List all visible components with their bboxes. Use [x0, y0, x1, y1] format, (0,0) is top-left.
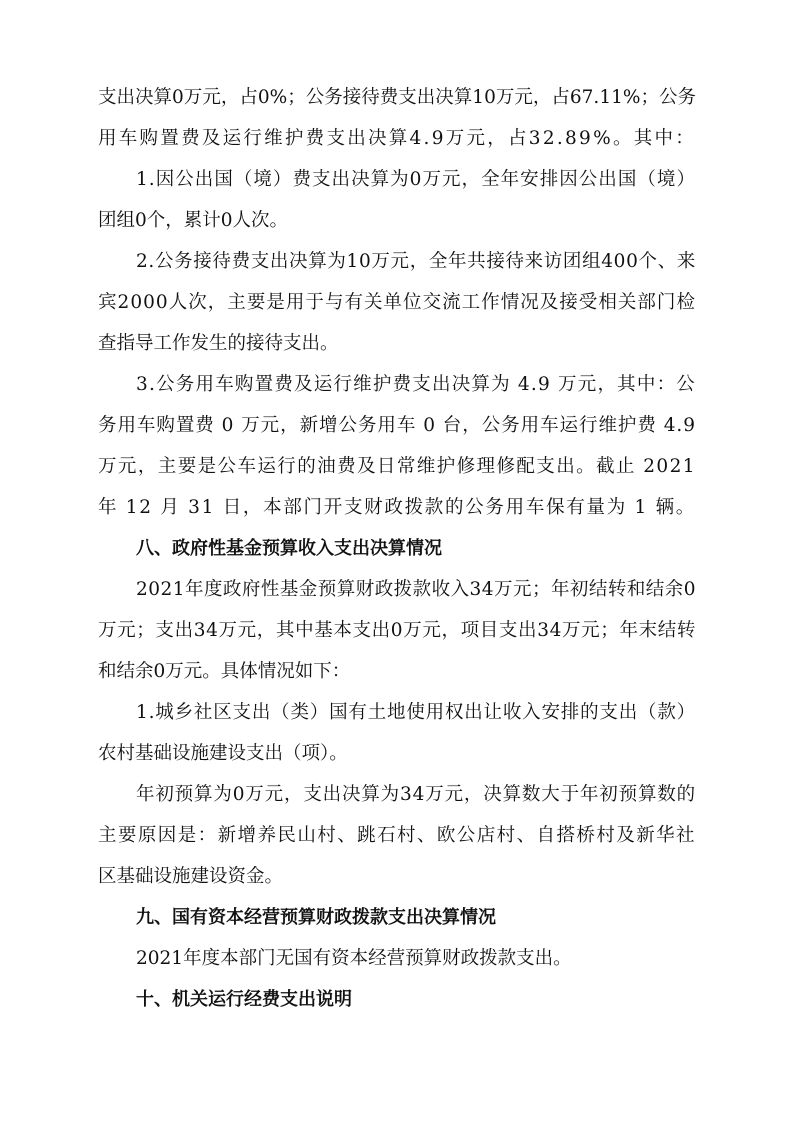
text-line — [0, 124, 794, 154]
line-text: 团组0个，累计0人次。 — [98, 210, 289, 231]
line-text: 万元，主要是公车运行的油费及日常维护修理修配支出。截止 2021 — [98, 456, 696, 477]
text-line — [0, 575, 794, 605]
text-line — [0, 657, 794, 687]
text-line — [0, 411, 794, 441]
line-text: 万元；支出34万元，其中基本支出0万元，项目支出34万元；年末结转 — [98, 620, 697, 641]
text-line — [0, 821, 794, 851]
line-text: 1.城乡社区支出（类）国有土地使用权出让收入安排的支出（款） — [136, 702, 696, 723]
heading-text: 八、政府性基金预算收入支出决算情况 — [136, 538, 442, 559]
section-heading — [0, 534, 794, 564]
text-line — [0, 616, 794, 646]
text-line — [0, 165, 794, 195]
line-text: 农村基础设施建设支出（项）。 — [98, 743, 348, 764]
text-line — [0, 739, 794, 769]
line-text: 查指导工作发生的接待支出。 — [98, 333, 339, 354]
text-line — [0, 329, 794, 359]
text-line — [0, 247, 794, 277]
text-line — [0, 452, 794, 482]
text-line — [0, 944, 794, 974]
line-text: 2.公务接待费支出决算为10万元，全年共接待来访团组400个、来 — [136, 251, 696, 272]
heading-text: 十、机关运行经费支出说明 — [136, 989, 352, 1010]
line-text: 3.公务用车购置费及运行维护费支出决算为 4.9 万元，其中：公 — [136, 374, 696, 395]
line-text: 用车购置费及运行维护费支出决算4.9万元，占32.89%。其中： — [98, 128, 697, 149]
line-text: 2021年度政府性基金预算财政拨款收入34万元；年初结转和结余0 — [136, 579, 696, 600]
line-text: 年初预算为0万元，支出决算为34万元，决算数大于年初预算数的 — [136, 784, 696, 805]
text-line — [0, 698, 794, 728]
text-line — [0, 370, 794, 400]
heading-text: 九、国有资本经营预算财政拨款支出决算情况 — [136, 907, 496, 928]
line-text: 和结余0万元。具体情况如下： — [98, 661, 351, 682]
text-line — [0, 83, 794, 113]
line-text: 支出决算0万元，占0%；公务接待费支出决算10万元，占67.11%；公务 — [98, 87, 696, 108]
text-line — [0, 780, 794, 810]
line-text: 务用车购置费 0 万元，新增公务用车 0 台，公务用车运行维护费 4.9 — [98, 415, 696, 436]
line-text: 宾2000人次，主要是用于与有关单位交流工作情况及接受相关部门检 — [98, 292, 696, 313]
section-heading — [0, 985, 794, 1015]
line-text: 主要原因是：新增养民山村、跳石村、欧公店村、自搭桥村及新华社 — [98, 825, 696, 846]
section-heading — [0, 903, 794, 933]
text-line — [0, 288, 794, 318]
text-line — [0, 206, 794, 236]
line-text: 区基础设施建设资金。 — [98, 866, 284, 887]
line-text: 年 12 月 31 日，本部门开支财政拨款的公务用车保有量为 1 辆。 — [98, 497, 696, 518]
line-text: 2021年度本部门无国有资本经营预算财政拨款支出。 — [136, 948, 572, 969]
line-text: 1.因公出国（境）费支出决算为0万元，全年安排因公出国（境） — [136, 169, 696, 190]
text-line — [0, 862, 794, 892]
text-line — [0, 493, 794, 523]
